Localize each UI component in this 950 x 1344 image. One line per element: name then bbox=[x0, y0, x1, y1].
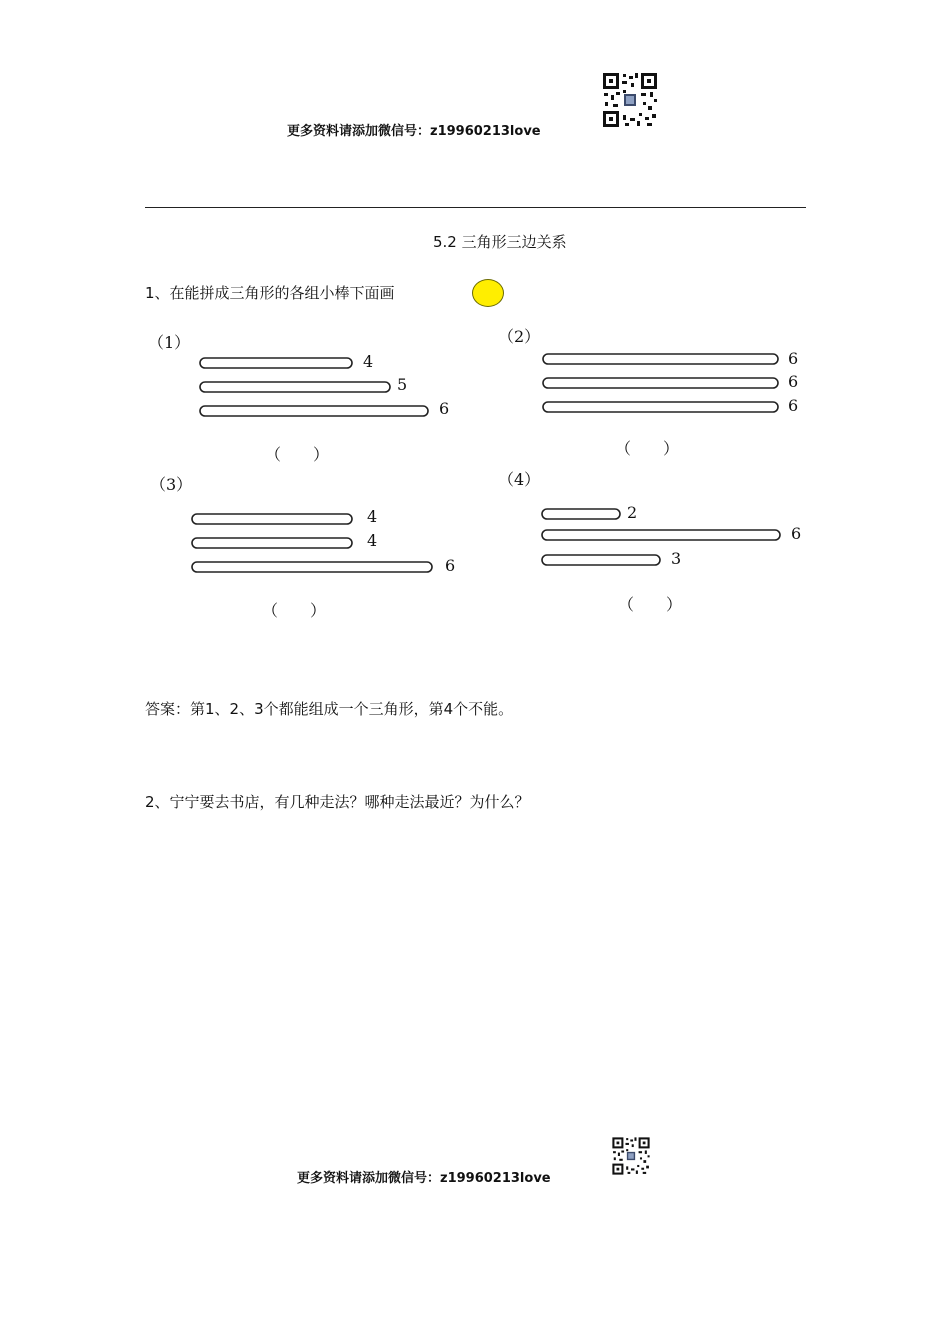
group-3-stick-3-label: 6 bbox=[445, 556, 456, 575]
group-2-label: （2） bbox=[498, 327, 541, 346]
group-3-stick-1-label: 4 bbox=[367, 507, 378, 526]
group-1-label: （1） bbox=[148, 333, 191, 352]
group-1 bbox=[148, 333, 449, 464]
question-1-text: 1、在能拼成三角形的各组小棒下面画 bbox=[145, 284, 395, 302]
group-1-stick-2-label: 5 bbox=[397, 375, 408, 394]
group-1-stick-1 bbox=[200, 358, 352, 368]
sticks-figure bbox=[140, 320, 820, 630]
group-2-stick-2-label: 6 bbox=[788, 372, 799, 391]
group-3-label: （3） bbox=[150, 475, 193, 494]
answer-text: 答案：第1、2、3个都能组成一个三角形，第4个不能。 bbox=[145, 700, 514, 718]
footer-qr-code-icon bbox=[611, 1136, 651, 1176]
group-3-stick-2 bbox=[192, 538, 352, 548]
header-qr-code-icon bbox=[601, 71, 659, 129]
group-4-stick-1 bbox=[542, 509, 620, 519]
group-3-stick-1 bbox=[192, 514, 352, 524]
group-4-stick-3 bbox=[542, 555, 660, 565]
group-3-stick-3 bbox=[192, 562, 432, 572]
group-2 bbox=[498, 327, 798, 458]
page-title: 5.2 三角形三边关系 bbox=[433, 233, 567, 251]
group-4 bbox=[498, 470, 801, 614]
group-4-stick-2 bbox=[542, 530, 780, 540]
group-1-stick-3 bbox=[200, 406, 428, 416]
header-wechat-text: 更多资料请添加微信号：z19960213love bbox=[287, 124, 541, 139]
group-3 bbox=[150, 475, 455, 620]
group-1-answer-blank[interactable]: （ ） bbox=[265, 445, 330, 464]
group-2-stick-3 bbox=[543, 402, 778, 412]
group-3-answer-blank[interactable]: （ ） bbox=[262, 601, 327, 620]
group-4-label: （4） bbox=[498, 470, 541, 489]
group-1-stick-1-label: 4 bbox=[363, 352, 374, 371]
group-4-stick-1-label: 2 bbox=[627, 503, 638, 522]
group-2-stick-1-label: 6 bbox=[788, 349, 799, 368]
question-2-text: 2、宁宁要去书店，有几种走法？哪种走法最近？为什么？ bbox=[145, 793, 530, 811]
yellow-circle-marker bbox=[472, 279, 504, 307]
group-4-stick-3-label: 3 bbox=[671, 549, 682, 568]
group-2-answer-blank[interactable]: （ ） bbox=[615, 439, 680, 458]
group-2-stick-2 bbox=[543, 378, 778, 388]
group-3-stick-2-label: 4 bbox=[367, 531, 378, 550]
group-2-stick-3-label: 6 bbox=[788, 396, 799, 415]
group-1-stick-3-label: 6 bbox=[439, 399, 450, 418]
footer-wechat-text: 更多资料请添加微信号：z19960213love bbox=[297, 1171, 551, 1186]
group-4-answer-blank[interactable]: （ ） bbox=[618, 595, 683, 614]
group-1-stick-2 bbox=[200, 382, 390, 392]
group-2-stick-1 bbox=[543, 354, 778, 364]
group-4-stick-2-label: 6 bbox=[791, 524, 802, 543]
header-divider bbox=[145, 207, 806, 208]
